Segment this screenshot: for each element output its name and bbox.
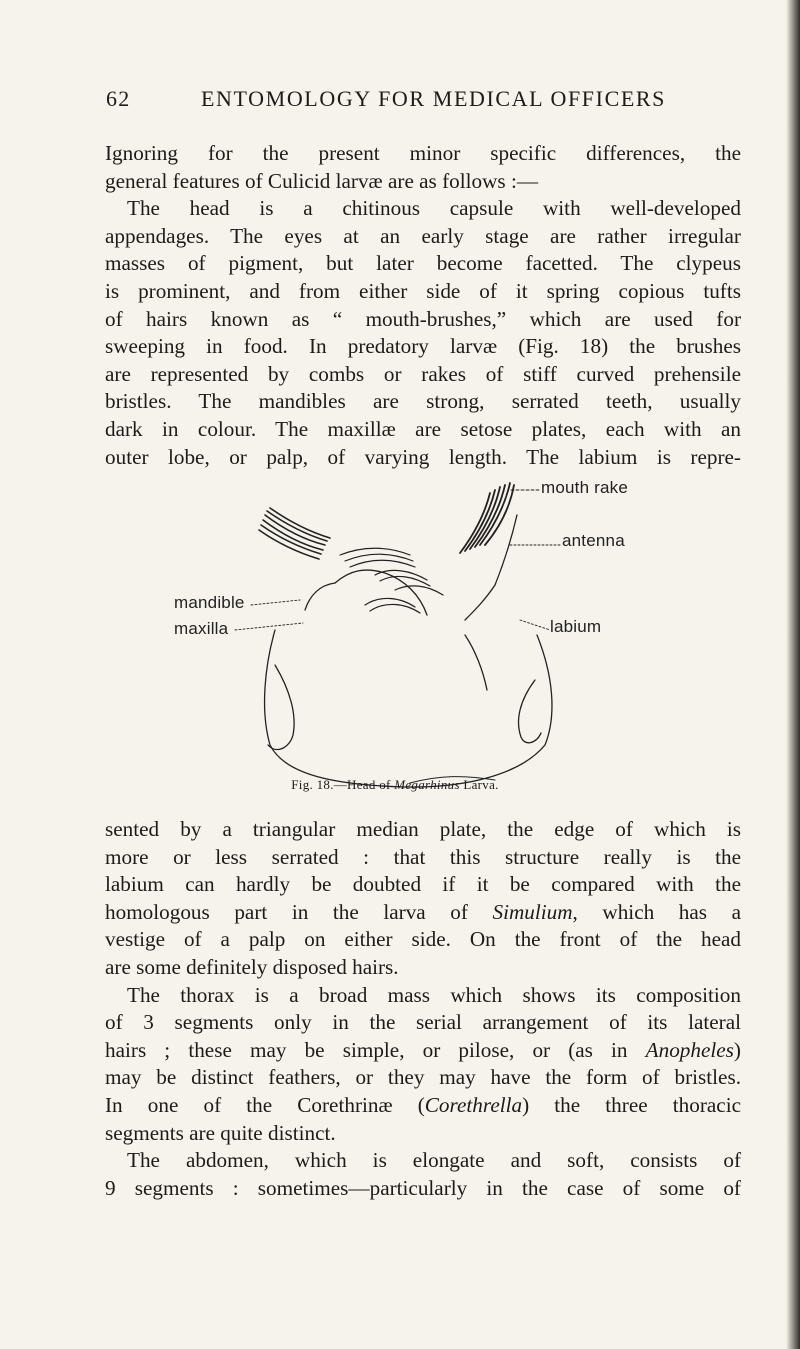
paragraph-head: [105, 195, 741, 471]
text-line: outer lobe, or palp, of varying length. The labium is repre-: [105, 444, 741, 469]
text-segment: , which has a: [572, 899, 741, 924]
text-line: general features of Culicid larvæ are as follows :—: [105, 168, 539, 193]
text-line: of 3 segments only in the serial arrangement of its lateral: [105, 1010, 741, 1035]
page-edge-shadow: [786, 0, 800, 1349]
text-line: may be distinct feathers, or they may have the form of bristles.: [105, 1065, 741, 1090]
text-line: appendages. The eyes at an early stage are rather irregular: [105, 223, 741, 248]
text-segment: hairs ; these may be simple, or pilose, or (as in: [105, 1037, 646, 1062]
text-line: The thorax is a broad mass which shows its composition: [127, 982, 741, 1007]
text-segment: homologous part in the larva of: [105, 899, 493, 924]
figure-18: [165, 475, 629, 805]
text-line: of hairs known as “ mouth-brushes,” which are used for: [105, 306, 741, 331]
text-line: are represented by combs or rakes of stiff curved prehensile: [105, 361, 741, 386]
text-line: sented by a triangular median plate, the edge of which is: [105, 817, 741, 841]
text-after-figure: [105, 816, 741, 1202]
text-line: bristles. The mandibles are strong, serrated teeth, usually: [105, 389, 741, 414]
text-line: masses of pigment, but later become facetted. The clypeus: [105, 251, 741, 276]
left-lobe: [268, 665, 294, 750]
antenna-line: [465, 515, 517, 620]
caption-suffix: Larva.: [459, 777, 499, 792]
text-line: The head is a chitinous capsule with well-developed: [127, 196, 741, 221]
text-line: vestige of a palp on either side. On the front of the head: [105, 927, 741, 952]
right-lobe: [519, 680, 541, 743]
label-antenna: antenna: [562, 531, 625, 550]
larva-head-illustration: [165, 475, 625, 805]
figure-caption: [165, 777, 625, 793]
label-mandible: mandible: [174, 593, 245, 612]
genus-anopheles: Anopheles: [645, 1037, 734, 1062]
paragraph-labium: [105, 816, 741, 982]
mid-structure: [335, 570, 427, 615]
leader-labium: [520, 620, 550, 630]
paragraph-thorax: [105, 982, 741, 1148]
paragraph-intro: [105, 140, 741, 195]
mouth-rake-right: [460, 483, 514, 553]
text-line: [105, 1037, 741, 1065]
text-before-figure: [105, 140, 741, 471]
labium-line: [465, 635, 487, 690]
text-line: dark in colour. The maxillæ are setose plates, each with an: [105, 416, 741, 441]
label-labium: labium: [550, 617, 602, 636]
text-line: sweeping in food. In predatory larvæ (Fig. 18) the brushes: [105, 334, 741, 359]
page-number: 62: [106, 86, 131, 111]
text-line: are some definitely disposed hairs.: [105, 954, 399, 979]
text-line: segments are quite distinct.: [105, 1120, 336, 1145]
text-line: [105, 899, 741, 927]
text-segment: ) the three thoracic: [522, 1092, 741, 1117]
paragraph-abdomen: [105, 1147, 741, 1202]
running-head: ENTOMOLOGY FOR MEDICAL OFFICERS: [201, 86, 666, 111]
leader-mandible: [251, 600, 300, 605]
text-line: [105, 1092, 741, 1120]
caption-genus: Megarhinus: [394, 777, 460, 792]
label-maxilla: maxilla: [174, 619, 229, 638]
text-segment: ): [733, 1037, 741, 1062]
mouth-rake-left: [259, 508, 330, 559]
text-line: more or less serrated : that this structure really is the: [105, 844, 741, 869]
text-line: The abdomen, which is elongate and soft, consists of: [127, 1148, 741, 1173]
genus-simulium: Simulium: [492, 899, 573, 924]
page-header: [106, 86, 746, 116]
text-line: labium can hardly be doubted if it be compared with the: [105, 872, 741, 897]
maxilla-line: [305, 583, 335, 610]
text-line: Ignoring for the present minor specific differences, the: [105, 141, 741, 165]
center-brushes: [340, 548, 443, 613]
text-segment: In one of the Corethrinæ (: [105, 1092, 425, 1117]
text-line: is prominent, and from either side of it spring copious tufts: [105, 278, 741, 303]
head-capsule-outline: [265, 630, 552, 787]
genus-corethrella: Corethrella: [424, 1092, 523, 1117]
text-line: 9 segments : sometimes—particularly in the case of some of: [105, 1175, 741, 1200]
label-mouth-rake: mouth rake: [541, 478, 629, 497]
leader-maxilla: [235, 623, 303, 630]
caption-prefix: Fig. 18.—Head of: [291, 777, 395, 792]
